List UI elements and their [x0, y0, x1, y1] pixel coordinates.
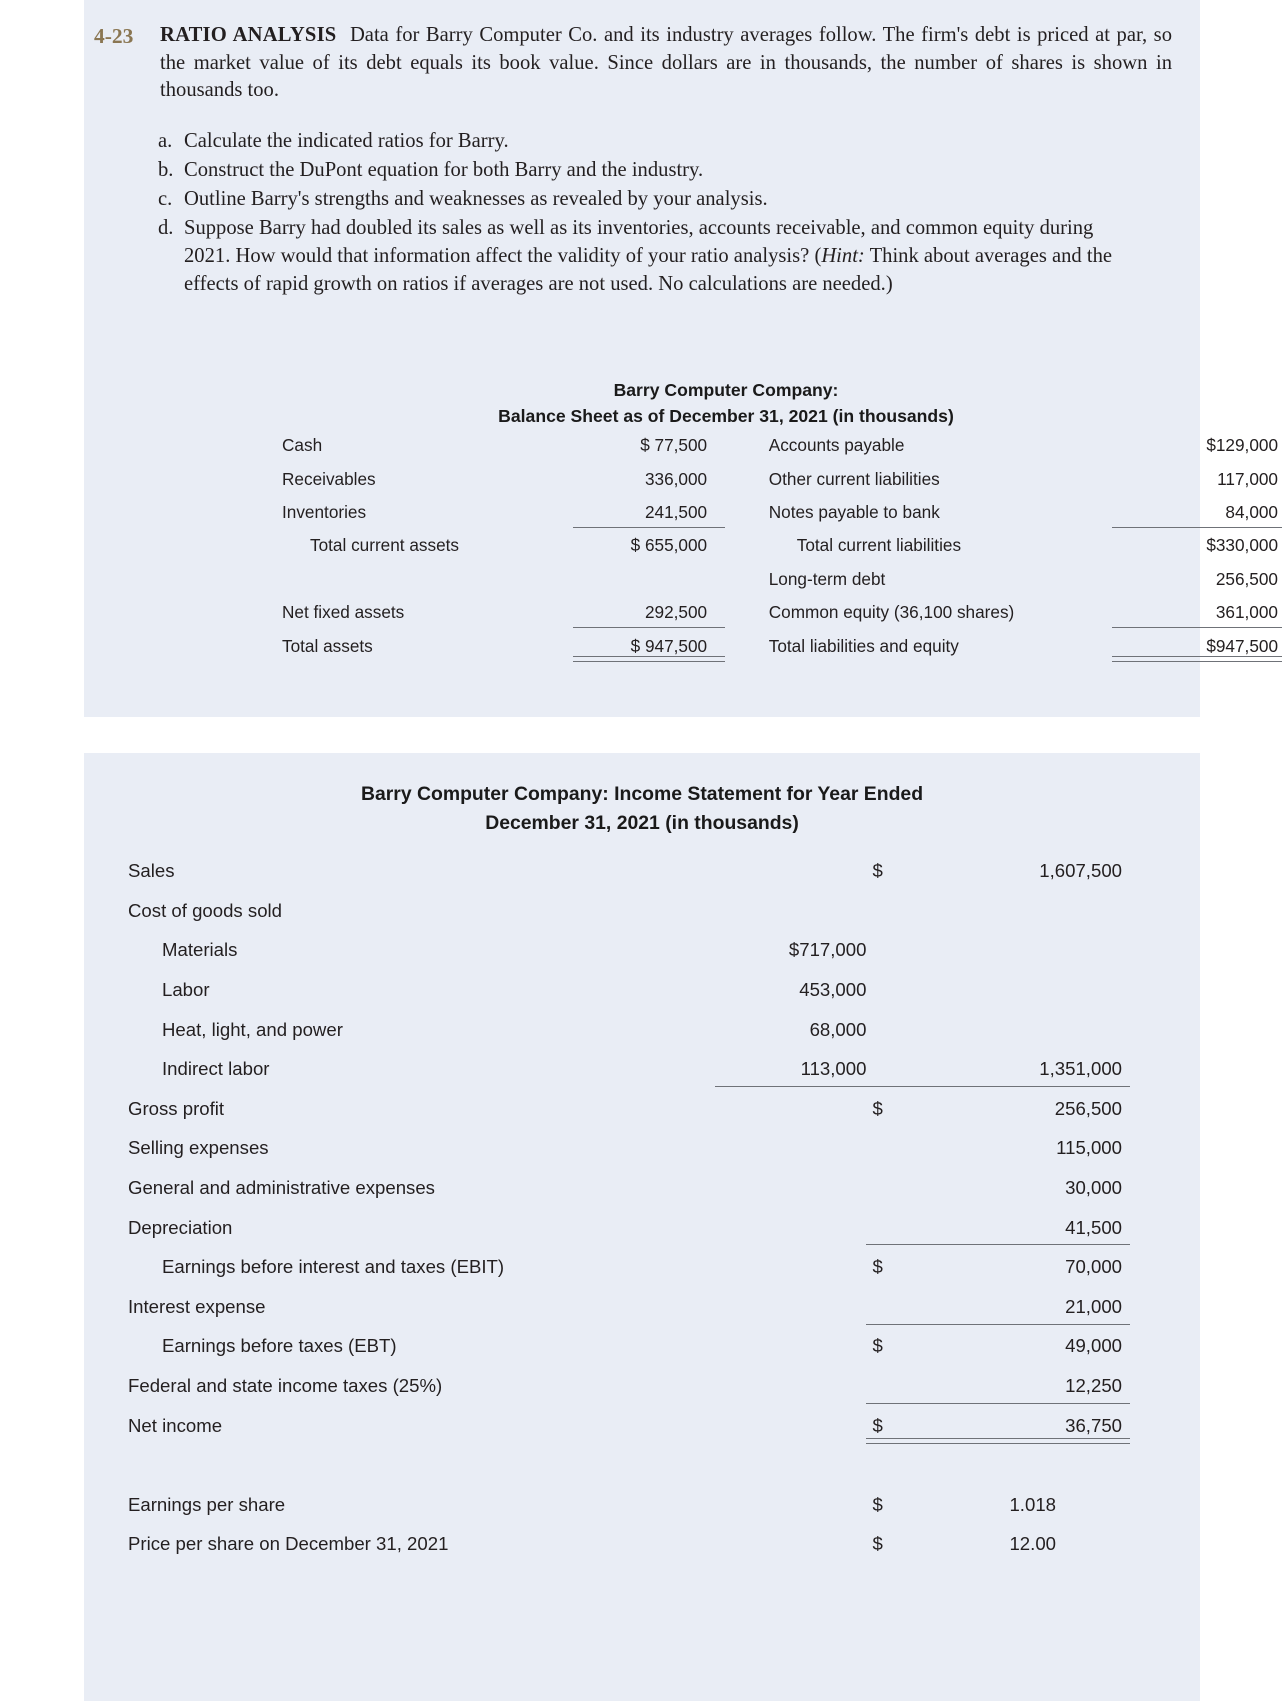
bs-value-total-current-assets: $ 655,000 [630, 535, 708, 556]
is-label-interest-expense: Interest expense [128, 1295, 266, 1317]
is-amount-materials [912, 931, 1148, 971]
bs-column-gap [725, 529, 769, 562]
bs-label-total-current-liabilities: Total current liabilities [796, 535, 962, 556]
is-amount-income-taxes: 12,250 [912, 1366, 1148, 1406]
bs-label-other-current-liabilities: Other current liabilities [768, 468, 940, 489]
is-currency-indirect-labor [872, 1049, 912, 1089]
is-amount-gross-profit: 256,500 [1054, 1097, 1122, 1119]
bs-label-long-term-debt: Long-term debt [768, 568, 886, 589]
is-label-gross-profit: Gross profit [128, 1097, 225, 1119]
is-mid-gross-profit [707, 1089, 873, 1129]
is-label-indirect-labor: Indirect labor [162, 1058, 270, 1080]
is-label-earnings-per-share: Earnings per share [128, 1493, 286, 1515]
table-row [128, 1208, 1148, 1248]
list-item [158, 156, 1113, 184]
table-row [128, 1010, 1148, 1050]
bs-value-total-liabilities-equity: $947,500 [1100, 629, 1282, 662]
is-amount-interest-expense: 21,000 [912, 1287, 1148, 1327]
table-row [128, 931, 1148, 971]
is-amount-cogs [912, 891, 1148, 931]
is-mid-ebit [707, 1247, 873, 1287]
table-row [282, 629, 1282, 662]
bs-value-notes-payable: 84,000 [1100, 496, 1282, 529]
table-row [282, 496, 1282, 529]
table-row [128, 1247, 1148, 1287]
is-currency-cogs [872, 891, 912, 931]
is-mid-income-taxes [707, 1366, 873, 1406]
sub-item-letter-a: a. [158, 129, 173, 152]
is-label-price-per-share: Price per share on December 31, 2021 [128, 1533, 449, 1555]
bs-label-total-liabilities-equity: Total liabilities and equity [768, 635, 959, 656]
bs-value-total-assets: $ 947,500 [561, 629, 726, 662]
table-row [128, 891, 1148, 931]
table-row [128, 1089, 1148, 1129]
is-currency-gross-profit: $ [872, 1097, 883, 1119]
is-currency-general-admin-expenses [872, 1168, 912, 1208]
bs-label-inventories: Inventories [282, 501, 367, 522]
table-row [128, 1049, 1148, 1089]
table-spacer-row [128, 1445, 1148, 1485]
is-currency-selling-expenses [872, 1129, 912, 1169]
table-row [282, 429, 1282, 462]
is-currency-earnings-per-share: $ [872, 1493, 883, 1515]
is-label-materials: Materials [162, 939, 238, 961]
problem-intro-paragraph [160, 22, 1180, 105]
is-mid-heat-light-power: 68,000 [809, 1018, 867, 1040]
bs-label-total-current-assets: Total current assets [310, 535, 460, 556]
table-row [128, 1366, 1148, 1406]
sub-item-letter-c: c. [158, 187, 173, 210]
table-row [282, 529, 1282, 562]
income-statement-title-line1: Barry Computer Company: Income Statement for Year Ended [360, 783, 924, 805]
bs-value-total-current-liabilities: $330,000 [1206, 535, 1278, 556]
list-item [158, 185, 1113, 213]
is-mid-selling-expenses [707, 1129, 873, 1169]
bs-label-notes-payable: Notes payable to bank [768, 501, 940, 522]
table-row [128, 1287, 1148, 1327]
table-row [128, 1525, 1148, 1565]
is-mid-indirect-labor: 113,000 [707, 1049, 873, 1089]
bs-label-common-equity: Common equity (36,100 shares) [768, 602, 1015, 623]
bs-label-net-fixed-assets: Net fixed assets [282, 602, 405, 623]
balance-sheet-title-line1: Barry Computer Company: [613, 380, 839, 400]
bs-column-gap [725, 429, 769, 462]
problem-number: 4-23 [94, 24, 134, 48]
is-currency-income-taxes [872, 1366, 912, 1406]
is-label-ebt: Earnings before taxes (EBT) [162, 1335, 397, 1357]
is-label-heat-light-power: Heat, light, and power [162, 1018, 343, 1040]
is-mid-earnings-per-share [707, 1485, 873, 1525]
is-mid-price-per-share [707, 1525, 873, 1565]
is-label-sales: Sales [128, 860, 175, 882]
spacer-cell [128, 1445, 707, 1485]
is-amount-price-per-share: 12.00 [1009, 1533, 1056, 1555]
spacer-cell [912, 1445, 1148, 1485]
income-statement-table [128, 851, 1148, 1564]
sub-item-d-pre: Suppose Barry had doubled its sales as well as its inventories, accounts receivable, and common equity during 2021. How would that information affect the validity of your ratio analysis? ( [184, 216, 1094, 267]
is-currency-price-per-share: $ [872, 1533, 883, 1555]
sub-item-d-hint: Hint: [821, 244, 865, 267]
is-currency-sales: $ [872, 860, 883, 882]
is-currency-materials [872, 931, 912, 971]
is-amount-depreciation: 41,500 [912, 1208, 1148, 1248]
problem-title: RATIO ANALYSIS [160, 24, 337, 46]
is-mid-interest-expense [707, 1287, 873, 1327]
bs-value-cash: $ 77,500 [640, 435, 708, 456]
table-row [282, 596, 1282, 629]
table-row [128, 1168, 1148, 1208]
is-currency-interest-expense [872, 1287, 912, 1327]
is-amount-net-income: 36,750 [912, 1406, 1148, 1446]
problem-subquestion-list [158, 127, 1113, 298]
table-row [128, 970, 1148, 1010]
sub-item-text-d [184, 214, 1113, 298]
is-amount-general-admin-expenses: 30,000 [1065, 1176, 1122, 1198]
bs-column-gap [725, 563, 769, 596]
bs-label-receivables: Receivables [282, 468, 376, 489]
is-currency-ebt: $ [872, 1335, 883, 1357]
bs-label-accounts-payable: Accounts payable [768, 435, 905, 456]
bs-value-receivables: 336,000 [644, 468, 708, 489]
bs-value-net-fixed-assets: 292,500 [561, 596, 726, 629]
table-row [282, 462, 1282, 495]
is-label-general-admin-expenses: General and administrative expenses [128, 1176, 435, 1198]
table-row [128, 1406, 1148, 1446]
bs-value-accounts-payable: $129,000 [1206, 435, 1278, 456]
spacer-cell [707, 1445, 873, 1485]
is-label-depreciation: Depreciation [128, 1216, 233, 1238]
bs-value-common-equity: 361,000 [1100, 596, 1282, 629]
table-row [128, 1129, 1148, 1169]
is-mid-sales [707, 851, 873, 891]
problem-intro-text: Data for Barry Computer Co. and its industry averages follow. The firm's debt is priced at par, so the market value of its debt equals its book value. Since dollars are in thousands, the number of shares is shown in thousands too. [160, 24, 1172, 102]
is-currency-depreciation [872, 1208, 912, 1248]
is-mid-net-income [707, 1406, 873, 1446]
bs-column-gap [725, 496, 769, 529]
bs-label-cash: Cash [282, 435, 323, 456]
is-mid-ebt [707, 1327, 873, 1367]
income-statement-title-line2: December 31, 2021 (in thousands) [485, 811, 799, 834]
bs-value-other-current-liabilities: 117,000 [1217, 468, 1278, 489]
is-amount-heat-light-power [912, 1010, 1148, 1050]
is-amount-total-cogs: 1,351,000 [912, 1049, 1148, 1089]
bs-value-long-term-debt: 256,500 [1215, 568, 1278, 589]
is-label-selling-expenses: Selling expenses [128, 1137, 269, 1159]
sub-item-text-a: Calculate the indicated ratios for Barry. [184, 129, 509, 152]
bs-label-total-assets: Total assets [282, 635, 373, 656]
is-currency-labor [872, 970, 912, 1010]
is-label-net-income: Net income [128, 1414, 223, 1436]
is-mid-general-admin-expenses [707, 1168, 873, 1208]
is-currency-heat-light-power [872, 1010, 912, 1050]
is-label-ebit: Earnings before interest and taxes (EBIT) [162, 1256, 505, 1278]
problem-header [84, 22, 1200, 105]
list-item [158, 214, 1113, 298]
is-label-labor: Labor [162, 979, 210, 1001]
bs-value-empty-left [561, 563, 726, 596]
bs-column-gap [725, 629, 769, 662]
is-currency-net-income: $ [872, 1414, 883, 1436]
is-amount-sales: 1,607,500 [1039, 860, 1122, 882]
sub-item-text-b: Construct the DuPont equation for both Barry and the industry. [184, 158, 704, 181]
is-label-income-taxes: Federal and state income taxes (25%) [128, 1374, 443, 1396]
list-item [158, 127, 1113, 155]
sub-item-letter-d: d. [158, 216, 174, 239]
table-row [128, 1327, 1148, 1367]
is-label-cogs: Cost of goods sold [128, 899, 283, 921]
is-amount-ebit: 70,000 [1065, 1256, 1122, 1278]
bs-label-empty-left [282, 563, 561, 596]
is-amount-ebt: 49,000 [1065, 1335, 1122, 1357]
table-row [128, 1485, 1148, 1525]
spacer-cell [872, 1445, 912, 1485]
sub-item-letter-b: b. [158, 158, 174, 181]
balance-sheet-title-line2: Balance Sheet as of December 31, 2021 (in thousands) [498, 405, 954, 426]
bs-value-inventories: 241,500 [561, 496, 726, 529]
is-amount-labor [912, 970, 1148, 1010]
is-mid-cogs [707, 891, 873, 931]
balance-sheet-table-wrapper [168, 378, 1284, 663]
is-amount-earnings-per-share: 1.018 [1009, 1493, 1056, 1515]
balance-sheet-table [282, 429, 1282, 663]
income-statement-panel [84, 753, 1200, 1701]
is-mid-depreciation [707, 1208, 873, 1248]
table-row [282, 563, 1282, 596]
sub-item-d-post: Think about averages and the effects of rapid growth on ratios if averages are not used. No calculations are needed.) [184, 244, 1113, 295]
table-row [128, 851, 1148, 891]
sub-item-text-c: Outline Barry's strengths and weaknesses as revealed by your analysis. [184, 187, 768, 210]
bs-column-gap [725, 596, 769, 629]
is-mid-labor: 453,000 [799, 979, 867, 1001]
is-amount-selling-expenses: 115,000 [1056, 1137, 1122, 1159]
problem-panel [84, 0, 1278, 717]
bs-column-gap [725, 462, 769, 495]
is-mid-materials: $717,000 [788, 939, 867, 961]
is-currency-ebit: $ [872, 1256, 883, 1278]
